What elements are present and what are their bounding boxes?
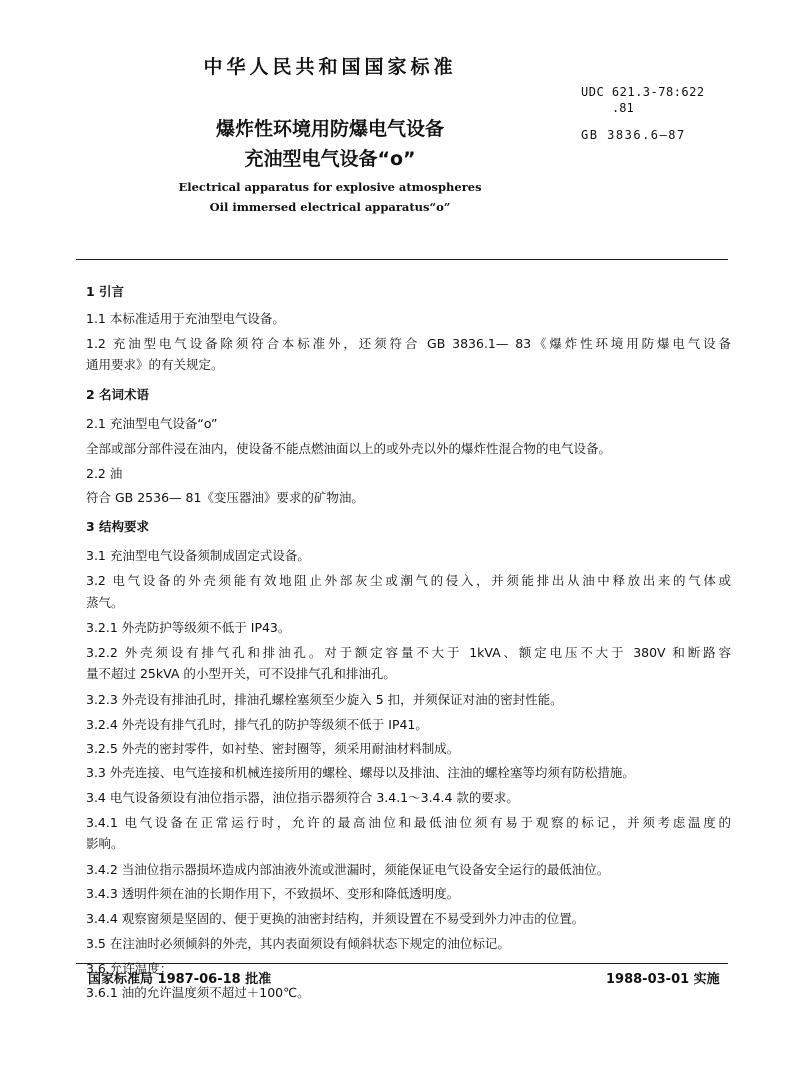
body-line: 1.1 本标准适用于充油型电气设备。: [86, 311, 285, 326]
body-line: 2.2 油: [86, 466, 123, 481]
section-heading: 3 结构要求: [86, 519, 150, 534]
section-heading: 1 引言: [86, 284, 125, 299]
body-line: 影响。: [86, 836, 124, 851]
body-line: 2.1 充油型电气设备“o”: [86, 416, 218, 431]
body-line: 3.5 在注油时必须倾斜的外壳，其内表面须设有倾斜状态下规定的油位标记。: [86, 936, 510, 951]
body-line: 量不超过 25kVA 的小型开关，可不设排气孔和排油孔。: [86, 666, 396, 681]
body-line: 3.3 外壳连接、电气连接和机械连接所用的螺栓、螺母以及排油、注油的螺栓塞等均须有防松措施。: [86, 765, 635, 780]
body-line: 3.4 电气设备须设有油位指示器，油位指示器须符合 3.4.1～3.4.4 款的要求。: [86, 790, 519, 805]
body-line: 3.2 电气设备的外壳须能有效地阻止外部灰尘或潮气的侵入，并须能排出从油中释放出来的气体或: [86, 573, 731, 588]
gb-standard-code: GB 3836.6—87: [581, 128, 686, 142]
title-zh-line2: 充油型电气设备“o”: [244, 148, 416, 170]
body-line: 3.1 充油型电气设备须制成固定式设备。: [86, 548, 310, 563]
body-line: 全部或部分部件浸在油内，使设备不能点燃油面以上的或外壳以外的爆炸性混合物的电气设备。: [86, 441, 612, 456]
implementation-date: 1988-03-01 实施: [606, 972, 720, 987]
section-heading: 2 名词术语: [86, 387, 150, 402]
approval-statement: 国家标准局 1987-06-18 批准: [88, 972, 272, 987]
national-standard-heading: 中华人民共和国国家标准: [203, 56, 457, 78]
footer-divider: [76, 963, 728, 964]
body-line: 3.4.2 当油位指示器损坏造成内部油液外流或泄漏时，须能保证电气设备安全运行的最低油位。: [86, 862, 610, 877]
body-line: 符合 GB 2536— 81《变压器油》要求的矿物油。: [86, 490, 364, 505]
body-line: 3.6.1 油的允许温度须不超过＋100℃。: [86, 985, 310, 1000]
title-zh-line1: 爆炸性环境用防爆电气设备: [215, 118, 444, 140]
body-line: 3.2.1 外壳防护等级须不低于 IP43。: [86, 620, 291, 635]
body-line: 3.4.1 电气设备在正常运行时，允许的最高油位和最低油位须有易于观察的标记，并须考虑温度的: [86, 815, 731, 830]
body-line: 3.4.4 观察窗须是坚固的、便于更换的油密封结构，并须设置在不易受到外力冲击的位置。: [86, 911, 585, 926]
body-line: 3.2.2 外壳须设有排气孔和排油孔。对于额定容量不大于 1kVA、额定电压不大于 380V 和断路容: [86, 645, 731, 660]
udc-code-line2: .81: [612, 101, 634, 115]
header-divider: [76, 259, 728, 260]
body-line: 3.4.3 透明件须在油的长期作用下，不致损坏、变形和降低透明度。: [86, 886, 460, 901]
udc-code-line1: UDC 621.3-78:622: [581, 85, 705, 99]
body-line: 蒸气。: [86, 595, 124, 610]
title-en-line2: Oil immersed electrical apparatus“o”: [209, 200, 451, 214]
body-line: 3.6 允许温度：: [86, 961, 173, 976]
body-line: 3.2.3 外壳设有排油孔时，排油孔螺栓塞须至少旋入 5 扣，并须保证对油的密封性能。: [86, 692, 563, 707]
body-line: 1.2 充油型电气设备除须符合本标准外，还须符合 GB 3836.1— 83《爆炸性环境用防爆电气设备: [86, 336, 731, 351]
body-line: 3.2.4 外壳设有排气孔时，排气孔的防护等级须不低于 IP41。: [86, 717, 428, 732]
body-line: 通用要求》的有关规定。: [86, 357, 224, 372]
title-en-line1: Electrical apparatus for explosive atmospheres: [178, 180, 482, 194]
body-line: 3.2.5 外壳的密封零件，如衬垫、密封圈等，须采用耐油材料制成。: [86, 741, 460, 756]
